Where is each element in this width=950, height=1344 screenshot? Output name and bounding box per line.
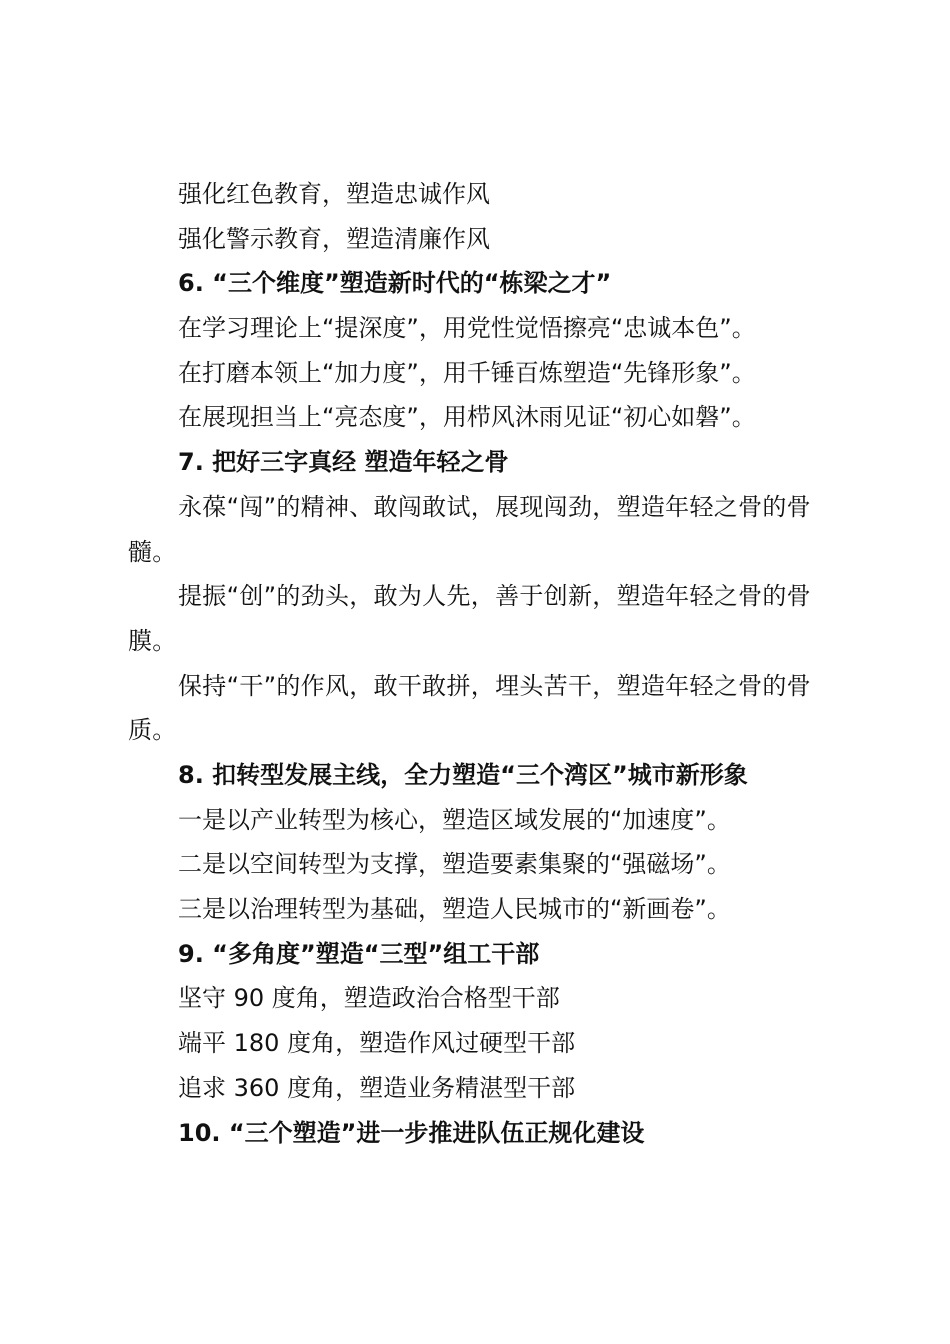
section-heading-9: 9. “多角度”塑造“三型”组工干部 [178,939,540,968]
document-body [128,172,828,1155]
text-line: 在打磨本领上“加力度”，用千锤百炼塑造“先锋形象”。 [178,358,756,387]
text-line: 二是以空间转型为支撑，塑造要素集聚的“强磁场”。 [178,850,731,879]
text-line: 追求 360 度角，塑造业务精湛型干部 [178,1073,576,1102]
text-line: 在学习理论上“提深度”，用党性觉悟擦亮“忠诚本色”。 [178,314,756,343]
section-heading-10: 10. “三个塑造”进一步推进队伍正规化建设 [178,1118,645,1147]
text-line: 在展现担当上“亮态度”，用栉风沐雨见证“初心如磐”。 [178,403,756,432]
text-line: 坚守 90 度角，塑造政治合格型干部 [178,984,560,1013]
section-heading-6: 6. “三个维度”塑造新时代的“栋梁之才” [178,269,612,298]
section-heading-8: 8. 扣转型发展主线，全力塑造“三个湾区”城市新形象 [178,761,748,790]
text-line: 三是以治理转型为基础，塑造人民城市的“新画卷”。 [178,895,731,924]
paragraph: 永葆“闯”的精神、敢闯敢试，展现闯劲，塑造年轻之骨的骨髓。 [128,492,811,566]
text-line: 强化警示教育，塑造清廉作风 [178,224,490,253]
paragraph: 保持“干”的作风，敢干敢拼，埋头苦干，塑造年轻之骨的骨质。 [128,671,811,745]
text-line: 端平 180 度角，塑造作风过硬型干部 [178,1029,576,1058]
paragraph: 提振“创”的劲头，敢为人先，善于创新，塑造年轻之骨的骨膜。 [128,582,811,655]
section-heading-7: 7. 把好三字真经 塑造年轻之骨 [178,448,509,477]
text-line: 强化红色教育，塑造忠诚作风 [178,180,490,208]
text-line: 一是以产业转型为核心，塑造区域发展的“加速度”。 [178,805,731,834]
